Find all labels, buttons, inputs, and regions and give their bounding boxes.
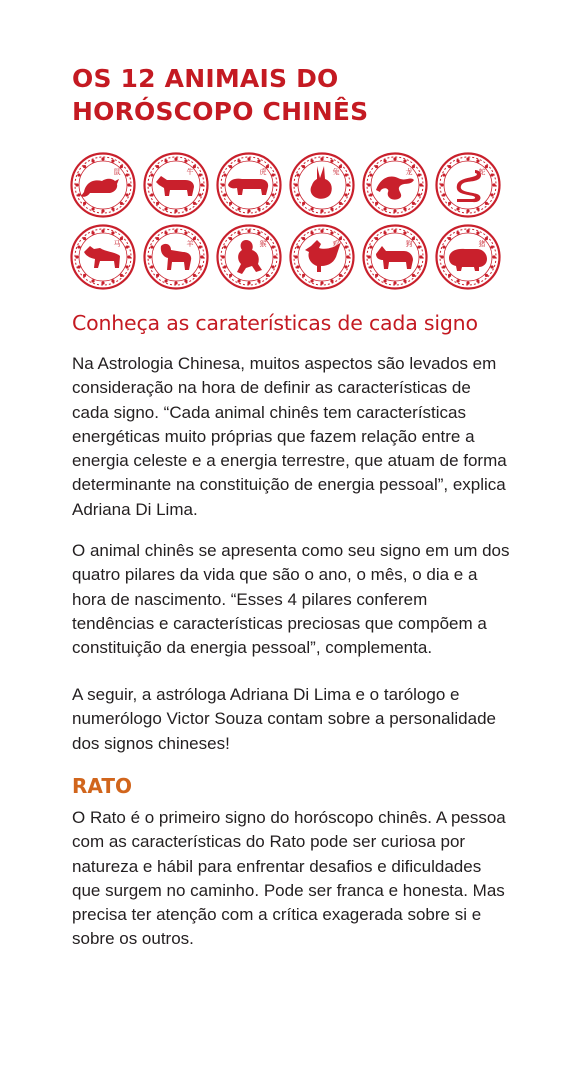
- zodiac-glyph: 猴: [259, 240, 267, 248]
- zodiac-glyph: 猪: [478, 240, 486, 248]
- tiger-medallion-icon: [216, 152, 282, 218]
- snake-medallion-icon: [435, 152, 501, 218]
- horse-medallion-icon: [70, 224, 136, 290]
- page-title: OS 12 ANIMAIS DO HORÓSCOPO CHINÊS: [72, 64, 369, 126]
- zodiac-glyph: 虎: [259, 168, 267, 176]
- rat-medallion-icon: [70, 152, 136, 218]
- zodiac-medallion-grid: [70, 152, 506, 290]
- intro-paragraph: Na Astrologia Chinesa, muitos aspectos são levados em consideração na hora de definir as características de cada signo. “Cada animal chinês tem características energéticas muito próprias que fazem relação entre a energia celeste e a energia terrestre, que atuam de forma determinante na constituição de energia pessoal”, explica Adriana Di Lima.: [72, 354, 507, 519]
- zodiac-glyph: 鼠: [113, 168, 121, 176]
- monkey-medallion-icon: [216, 224, 282, 290]
- ox-medallion-icon: [143, 152, 209, 218]
- zodiac-glyph: 马: [113, 240, 121, 248]
- dog-medallion-icon: [362, 224, 428, 290]
- section-subtitle: Conheça as caraterísticas de cada signo: [72, 311, 478, 335]
- zodiac-glyph: 牛: [186, 168, 194, 176]
- rato-heading: RATO: [72, 774, 132, 798]
- goat-medallion-icon: [143, 224, 209, 290]
- pig-medallion-icon: [435, 224, 501, 290]
- zodiac-glyph: 兔: [332, 168, 340, 176]
- pillars-paragraph: O animal chinês se apresenta como seu signo em um dos quatro pilares da vida que são o ano, o mês, o dia e a hora de nascimento. “Esses 4 pilares conferem tendências e características preciosas que compõem a constituição da energia pessoal”, complementa.: [72, 541, 510, 658]
- rato-paragraph: O Rato é o primeiro signo do horóscopo chinês. A pessoa com as características do Rato pode ser curiosa por natureza e hábil para enfrentar desafios e dificuldades que surgem no caminho. Pode ser franca e honesta. Mas precisa ter atenção com a crítica exagerada sobre si e sobre os outros.: [72, 808, 506, 949]
- rooster-medallion-icon: [289, 224, 355, 290]
- rabbit-medallion-icon: [289, 152, 355, 218]
- dragon-medallion-icon: [362, 152, 428, 218]
- lead-in-paragraph: A seguir, a astróloga Adriana Di Lima e o tarólogo e numerólogo Victor Souza contam sobre a personalidade dos signos chineses!: [72, 685, 497, 753]
- zodiac-glyph: 羊: [186, 240, 194, 248]
- zodiac-glyph: 蛇: [478, 168, 486, 176]
- zodiac-glyph: 鸡: [332, 240, 340, 248]
- zodiac-glyph: 狗: [405, 240, 413, 248]
- zodiac-glyph: 龙: [405, 168, 413, 176]
